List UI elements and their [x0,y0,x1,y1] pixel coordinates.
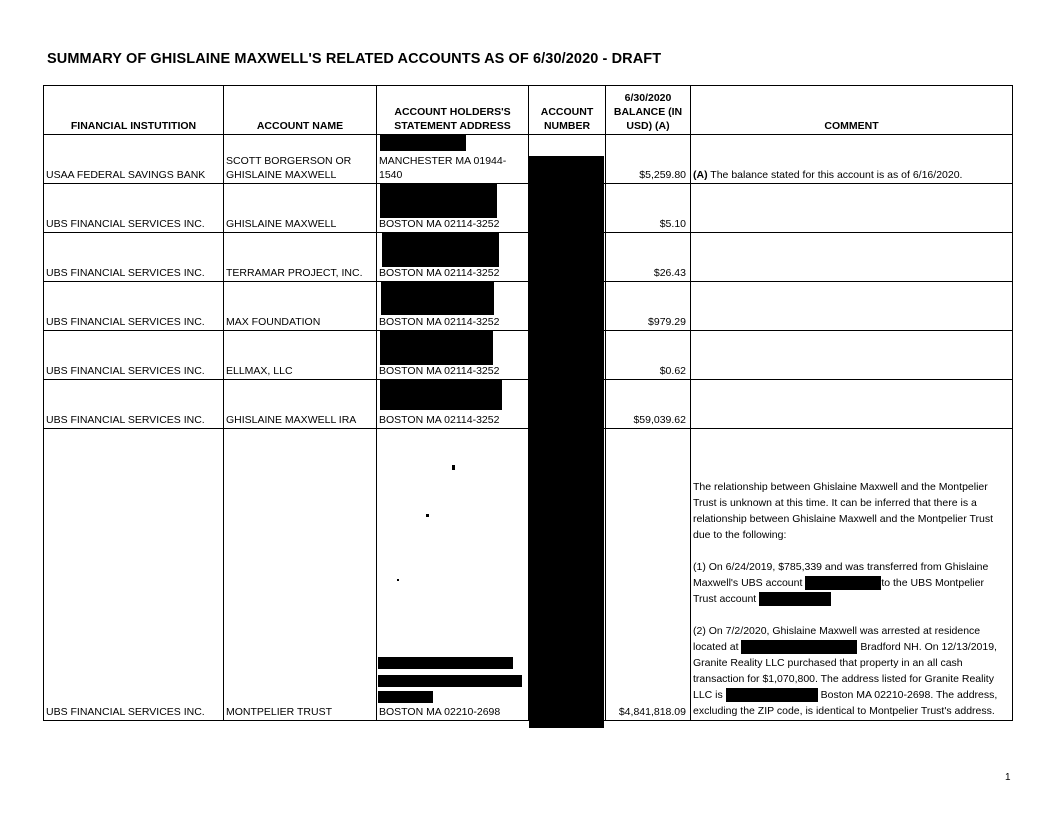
header-comment: COMMENT [691,86,1013,135]
comment-cell [691,184,1013,233]
account-name-cell: GHISLAINE MAXWELL IRA [224,380,377,429]
table-row [44,331,1013,380]
account-name-cell: SCOTT BORGERSON OR GHISLAINE MAXWELL [224,135,377,184]
redaction-block [380,380,502,410]
address-cell [377,380,529,429]
address-cell [377,282,529,331]
comment-note-marker: (A) [693,169,708,181]
account-number-redaction [529,156,604,728]
address-text: BOSTON MA 02114-3252 [379,218,500,230]
redaction-block [381,282,494,315]
address-cell [377,184,529,233]
redaction-mark [452,465,455,470]
account-name-cell: MONTPELIER TRUST [224,429,377,721]
redaction-block [805,576,881,590]
balance-cell: $5.10 [606,184,691,233]
comment-cell [691,282,1013,331]
institution-cell: UBS FINANCIAL SERVICES INC. [44,184,224,233]
page-number: 1 [1005,772,1011,783]
institution-cell: UBS FINANCIAL SERVICES INC. [44,282,224,331]
address-cell [377,429,529,721]
redaction-block [726,688,818,702]
address-cell [377,135,529,184]
account-name-cell: ELLMAX, LLC [224,331,377,380]
table-row [44,429,1013,721]
redaction-block [759,592,831,606]
accounts-table [43,85,1013,721]
header-account-name: ACCOUNT NAME [224,86,377,135]
address-cell [377,233,529,282]
account-name-cell: TERRAMAR PROJECT, INC. [224,233,377,282]
table-row [44,380,1013,429]
table-row [44,135,1013,184]
comment-cell [691,233,1013,282]
balance-cell: $0.62 [606,331,691,380]
institution-cell: UBS FINANCIAL SERVICES INC. [44,380,224,429]
account-name-cell: MAX FOUNDATION [224,282,377,331]
comment-cell [691,380,1013,429]
balance-cell: $26.43 [606,233,691,282]
redaction-block [380,135,466,151]
comment-intro: The relationship between Ghislaine Maxwell and the Montpelier Trust is unknown at this time. It can be inferred that there is a relationship between Ghislaine Maxwell and the Montpelier Trust due to the following: [693,481,993,541]
redaction-block [378,691,433,703]
redaction-block [382,233,499,267]
redaction-block [380,184,497,218]
institution-cell: UBS FINANCIAL SERVICES INC. [44,233,224,282]
document-title: SUMMARY OF GHISLAINE MAXWELL'S RELATED ACCOUNTS AS OF 6/30/2020 - DRAFT [47,51,662,67]
table-row [44,233,1013,282]
address-text: BOSTON MA 02114-3252 [379,365,500,377]
balance-cell: $59,039.62 [606,380,691,429]
account-name-cell: GHISLAINE MAXWELL [224,184,377,233]
comment-cell [691,429,1013,721]
comment-cell [691,135,1013,184]
header-account-number: ACCOUNT NUMBER [529,86,606,135]
redaction-mark [397,579,399,581]
institution-cell: UBS FINANCIAL SERVICES INC. [44,331,224,380]
address-text: BOSTON MA 02114-3252 [379,316,500,328]
balance-cell: $979.29 [606,282,691,331]
header-balance: 6/30/2020 BALANCE (IN USD) (A) [606,86,691,135]
balance-cell: $4,841,818.09 [606,429,691,721]
comment-text: The balance stated for this account is as of 6/16/2020. [707,169,963,181]
address-text: BOSTON MA 02114-3252 [379,267,500,279]
balance-cell: $5,259.80 [606,135,691,184]
comment-cell [691,331,1013,380]
comment-point-1: (1) On 6/24/2019, $785,339 and was transferred from Ghislaine Maxwell's UBS account to the UBS Montpelier Trust account [693,561,989,605]
redaction-block [378,675,522,687]
redaction-block [378,657,513,669]
header-address: ACCOUNT HOLDERS'S STATEMENT ADDRESS [377,86,529,135]
redaction-block [380,331,493,365]
address-text: MANCHESTER MA 01944-1540 [379,155,507,181]
address-text: BOSTON MA 02114-3252 [379,414,500,426]
table-row [44,184,1013,233]
table-header-row [44,86,1013,135]
institution-cell: UBS FINANCIAL SERVICES INC. [44,429,224,721]
redaction-block [741,640,857,654]
header-institution: FINANCIAL INSTUTITION [44,86,224,135]
institution-cell: USAA FEDERAL SAVINGS BANK [44,135,224,184]
address-text: BOSTON MA 02210-2698 [379,706,501,718]
address-cell [377,331,529,380]
redaction-mark [426,514,429,517]
table-row [44,282,1013,331]
comment-point-2: (2) On 7/2/2020, Ghislaine Maxwell was arrested at residence located at Bradford NH. On 12/13/2019, Granite Reality LLC purchased that property in an all cash transaction for $1,070,800. The address listed for Granite Reality LLC is Boston MA 02210-2698. The address, excluding the ZIP code, is identical to Montpelier Trust's address. [693,625,998,717]
